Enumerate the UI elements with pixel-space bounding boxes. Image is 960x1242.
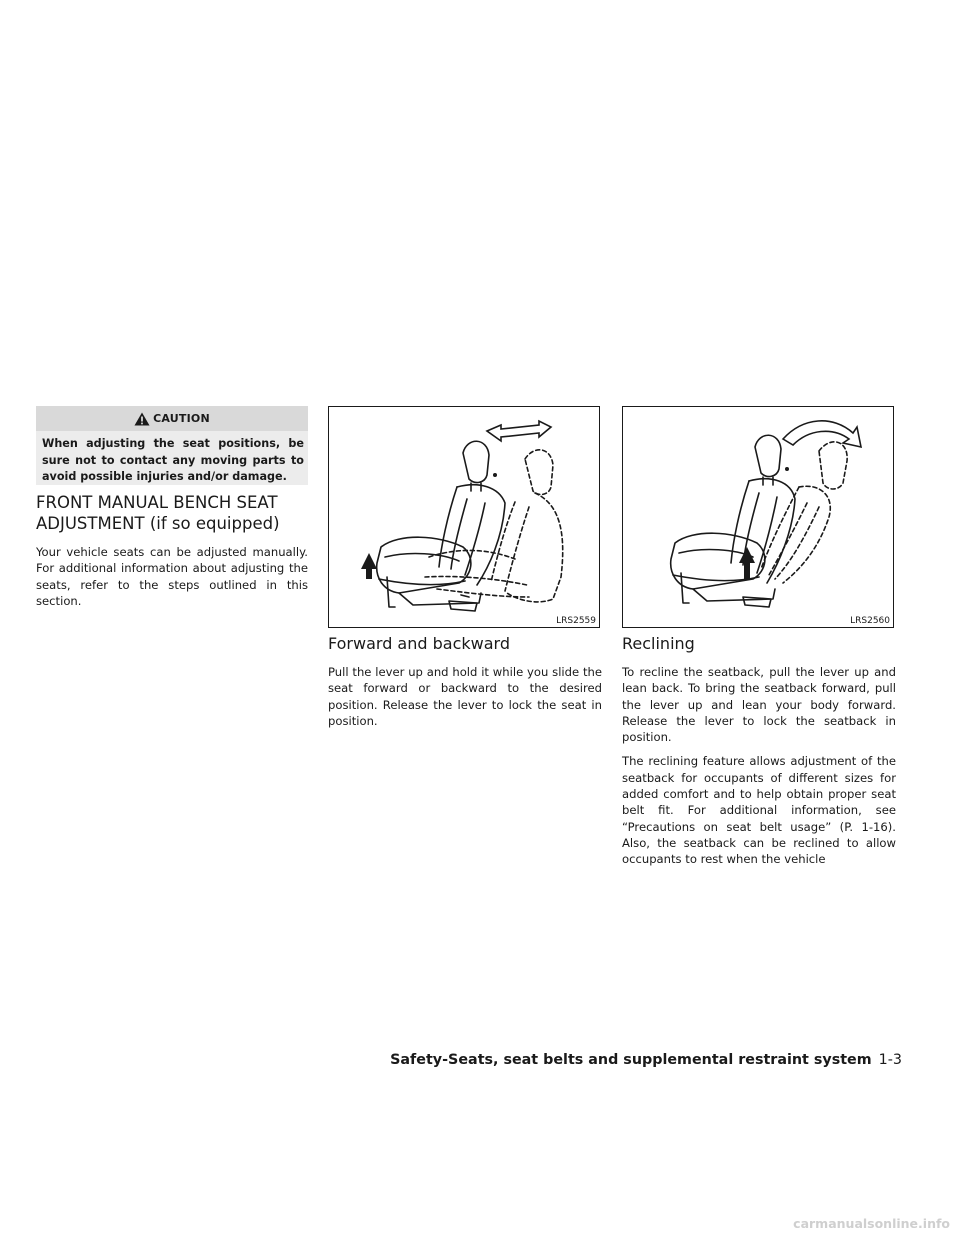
figure-forward-backward <box>328 406 600 628</box>
reclining-paragraph-1: To recline the seatback, pull the lever up and lean back. To bring the seatback forward, pull the lever up and lean your body forward. Release the lever to lock the seatback in position. <box>622 665 896 745</box>
page-number: 1-3 <box>878 1052 902 1068</box>
warning-triangle-icon <box>134 412 150 426</box>
caution-text: When adjusting the seat positions, be sure not to contact any moving parts to avoid possible injuries and/or damage. <box>36 431 308 485</box>
figure-code: LRS2560 <box>850 616 890 626</box>
seat-slide-illustration <box>329 407 601 629</box>
seat-recline-illustration <box>623 407 895 629</box>
watermark: carmanualsonline.info <box>793 1216 950 1231</box>
reclining-body <box>622 664 896 868</box>
caution-title: CAUTION <box>153 412 210 425</box>
forward-backward-text: Pull the lever up and hold it while you slide the seat forward or backward to the desired position. Release the lever to lock the seat in position. <box>328 665 602 728</box>
forward-backward-title: Forward and backward <box>328 634 510 653</box>
reclining-title: Reclining <box>622 634 695 653</box>
section-body: Your vehicle seats can be adjusted manually. For additional information about adjusting the seats, refer to the steps outlined in this section. <box>36 545 308 608</box>
section-title <box>36 492 316 534</box>
chapter-title: Safety-Seats, seat belts and supplemental restraint system <box>390 1052 872 1068</box>
forward-backward-body <box>328 664 602 729</box>
caution-header <box>36 406 308 431</box>
forward-backward-section <box>328 634 602 729</box>
page-footer <box>390 1052 902 1068</box>
reclining-section <box>622 634 896 868</box>
section-title-line1: FRONT MANUAL BENCH SEAT <box>36 493 278 512</box>
figure-reclining <box>622 406 894 628</box>
reclining-paragraph-2: The reclining feature allows adjustment of the seatback for occupants of different sizes for added comfort and to help obtain proper seat belt fit. For additional information, see “Precautions on seat belt usage” (P. 1-16). Also, the seatback can be reclined to allow occupants to rest when the vehicle <box>622 754 896 867</box>
figure-code: LRS2559 <box>556 616 596 626</box>
section-title-line2: ADJUSTMENT (if so equipped) <box>36 514 280 533</box>
